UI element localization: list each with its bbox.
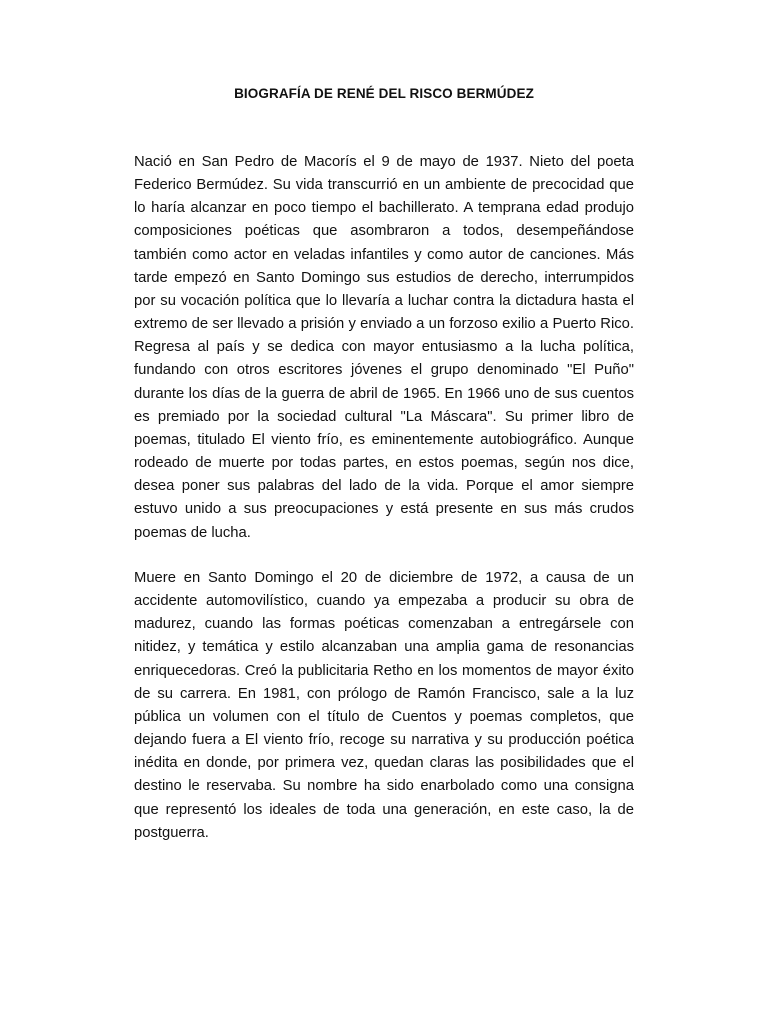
- paragraph-early-life: Nació en San Pedro de Macorís el 9 de mayo de 1937. Nieto del poeta Federico Bermúdez. Su vida transcurrió en un ambiente de precocidad que lo haría alcanzar en poco tiempo el bachillerato. A temprana edad produjo composiciones poéticas que asombraron a todos, desempeñándose también como actor en veladas infantiles y como autor de canciones. Más tarde empezó en Santo Domingo sus estudios de derecho, interrumpidos por su vocación política que lo llevaría a luchar contra la dictadura hasta el extremo de ser llevado a prisión y enviado a un forzoso exilio a Puerto Rico. Regresa al país y se dedica con mayor entusiasmo a la lucha política, fundando con otros escritores jóvenes el grupo denominado "El Puño" durante los días de la guerra de abril de 1965. En 1966 uno de sus cuentos es premiado por la sociedad cultural "La Máscara". Su primer libro de poemas, titulado El viento frío, es eminentemente autobiográfico. Aunque rodeado de muerte por todas partes, en estos poemas, según nos dice, desea poner sus palabras del lado de la vida. Porque el amor siempre estuvo unido a sus preocupaciones y está presente en sus más crudos poemas de lucha.: [134, 154, 634, 541]
- document-title: BIOGRAFÍA DE RENÉ DEL RISCO BERMÚDEZ: [234, 86, 534, 101]
- paragraph-death-legacy: Muere en Santo Domingo el 20 de diciembre de 1972, a causa de un accidente automovilístico, cuando ya empezaba a producir su obra de madurez, cuando las formas poéticas comenzaban a entregársele con nitidez, y temática y estilo alcanzaban una amplia gama de resonancias enriquecedoras. Creó la publicitaria Retho en los momentos de mayor éxito de su carrera. En 1981, con prólogo de Ramón Francisco, sale a la luz pública un volumen con el título de Cuentos y poemas completos, que dejando fuera a El viento frío, recoge su narrativa y su producción poética inédita en donde, por primera vez, quedan claras las posibilidades que el destino le reservaba. Su nombre ha sido enarbolado como una consigna que representó los ideales de toda una generación, en este caso, la de postguerra.: [134, 570, 634, 841]
